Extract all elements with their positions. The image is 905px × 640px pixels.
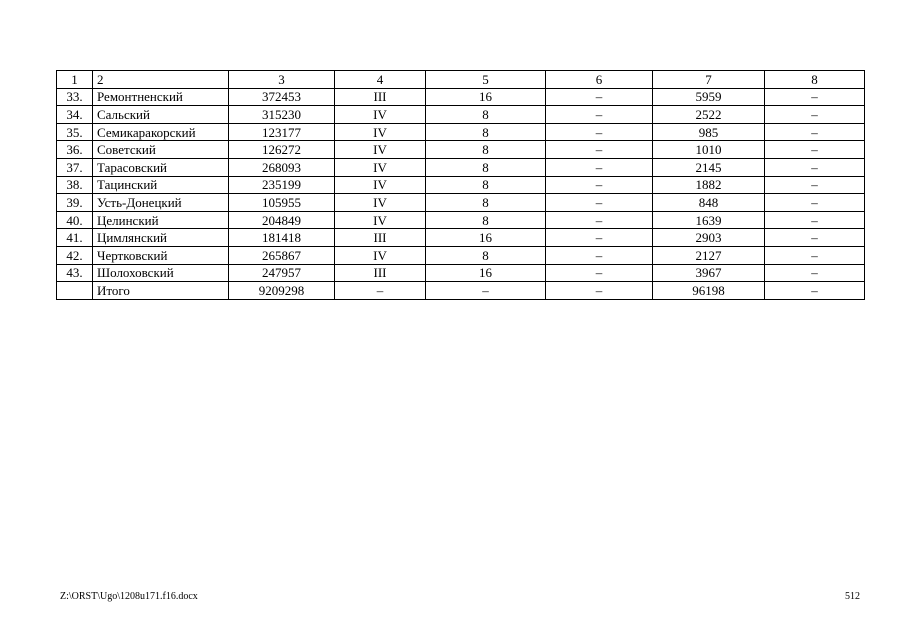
table-row [57,106,865,124]
cell-district-name: Ремонтненский [93,88,229,106]
cell-col-7-value: 2127 [653,246,765,264]
cell-col-5-value: – [426,282,546,300]
cell-col-3-value: 247957 [229,264,335,282]
cell-col-7-value: 5959 [653,88,765,106]
cell-row-number: 41. [57,229,93,247]
footer-file-path: Z:\ORST\Ugo\1208u171.f16.docx [60,591,198,602]
cell-col-7-value: 3967 [653,264,765,282]
cell-district-name: Семикаракорский [93,123,229,141]
cell-col-6-value: – [546,211,653,229]
table-row [57,194,865,212]
cell-row-number: 42. [57,246,93,264]
cell-col-7-value: 848 [653,194,765,212]
table-header-row [57,71,865,89]
cell-col-7-value: 2145 [653,158,765,176]
cell-district-name: Тацинский [93,176,229,194]
cell-col-4-category: IV [335,106,426,124]
header-cell-col-7-value: 7 [653,71,765,89]
table-row [57,246,865,264]
cell-col-5-value: 8 [426,246,546,264]
cell-col-7-value: 985 [653,123,765,141]
cell-district-name: Шолоховский [93,264,229,282]
cell-district-name: Усть-Донецкий [93,194,229,212]
header-cell-col-6-value: 6 [546,71,653,89]
cell-col-3-value: 268093 [229,158,335,176]
cell-col-4-category: III [335,229,426,247]
cell-col-7-value: 1010 [653,141,765,159]
cell-col-6-value: – [546,229,653,247]
cell-col-5-value: 8 [426,211,546,229]
table-row [57,141,865,159]
cell-row-number: 38. [57,176,93,194]
cell-col-6-value: – [546,264,653,282]
cell-col-5-value: 8 [426,141,546,159]
header-cell-row-number: 1 [57,71,93,89]
table-row [57,88,865,106]
cell-row-number: 33. [57,88,93,106]
cell-col-8-value: – [765,141,865,159]
cell-col-4-category: – [335,282,426,300]
table-row [57,158,865,176]
cell-row-number: 40. [57,211,93,229]
cell-col-4-category: IV [335,123,426,141]
cell-col-5-value: 8 [426,106,546,124]
cell-row-number: 34. [57,106,93,124]
cell-col-6-value: – [546,176,653,194]
cell-col-7-value: 2903 [653,229,765,247]
header-cell-col-8-value: 8 [765,71,865,89]
cell-col-8-value: – [765,88,865,106]
cell-row-number: 35. [57,123,93,141]
cell-district-name: Целинский [93,211,229,229]
cell-col-8-value: – [765,229,865,247]
cell-col-5-value: 16 [426,264,546,282]
cell-col-5-value: 16 [426,88,546,106]
cell-col-5-value: 8 [426,176,546,194]
header-cell-district-name: 2 [93,71,229,89]
table-total-row [57,282,865,300]
cell-col-8-value: – [765,106,865,124]
cell-district-name: Итого [93,282,229,300]
cell-row-number [57,282,93,300]
header-cell-col-3-value: 3 [229,71,335,89]
cell-row-number: 37. [57,158,93,176]
header-cell-col-5-value: 5 [426,71,546,89]
cell-district-name: Чертковский [93,246,229,264]
cell-col-4-category: IV [335,176,426,194]
cell-row-number: 43. [57,264,93,282]
cell-district-name: Цимлянский [93,229,229,247]
cell-col-6-value: – [546,158,653,176]
cell-col-5-value: 8 [426,158,546,176]
cell-col-8-value: – [765,282,865,300]
table-row [57,264,865,282]
cell-col-5-value: 8 [426,194,546,212]
cell-col-3-value: 123177 [229,123,335,141]
cell-col-4-category: IV [335,158,426,176]
cell-col-4-category: III [335,264,426,282]
cell-col-7-value: 1639 [653,211,765,229]
cell-col-6-value: – [546,194,653,212]
cell-district-name: Советский [93,141,229,159]
cell-col-3-value: 372453 [229,88,335,106]
cell-col-4-category: IV [335,194,426,212]
page-number: 512 [845,591,860,602]
cell-col-3-value: 265867 [229,246,335,264]
cell-col-7-value: 96198 [653,282,765,300]
cell-col-3-value: 235199 [229,176,335,194]
table-row [57,123,865,141]
cell-col-4-category: IV [335,246,426,264]
cell-col-3-value: 315230 [229,106,335,124]
cell-col-8-value: – [765,176,865,194]
cell-col-3-value: 105955 [229,194,335,212]
cell-col-6-value: – [546,246,653,264]
cell-col-5-value: 8 [426,123,546,141]
cell-col-8-value: – [765,123,865,141]
cell-col-5-value: 16 [426,229,546,247]
cell-col-8-value: – [765,158,865,176]
cell-col-4-category: IV [335,211,426,229]
cell-col-8-value: – [765,264,865,282]
cell-col-3-value: 181418 [229,229,335,247]
table-row [57,211,865,229]
cell-district-name: Тарасовский [93,158,229,176]
cell-row-number: 39. [57,194,93,212]
cell-col-4-category: IV [335,141,426,159]
cell-col-6-value: – [546,106,653,124]
cell-col-6-value: – [546,123,653,141]
header-cell-col-4-category: 4 [335,71,426,89]
cell-col-3-value: 204849 [229,211,335,229]
cell-col-8-value: – [765,194,865,212]
cell-col-6-value: – [546,282,653,300]
cell-col-7-value: 1882 [653,176,765,194]
cell-col-6-value: – [546,88,653,106]
cell-col-4-category: III [335,88,426,106]
cell-col-8-value: – [765,246,865,264]
cell-col-7-value: 2522 [653,106,765,124]
table-row [57,229,865,247]
cell-row-number: 36. [57,141,93,159]
cell-col-8-value: – [765,211,865,229]
cell-col-3-value: 126272 [229,141,335,159]
data-table [56,70,865,300]
table-row [57,176,865,194]
cell-district-name: Сальский [93,106,229,124]
cell-col-6-value: – [546,141,653,159]
cell-col-3-value: 9209298 [229,282,335,300]
